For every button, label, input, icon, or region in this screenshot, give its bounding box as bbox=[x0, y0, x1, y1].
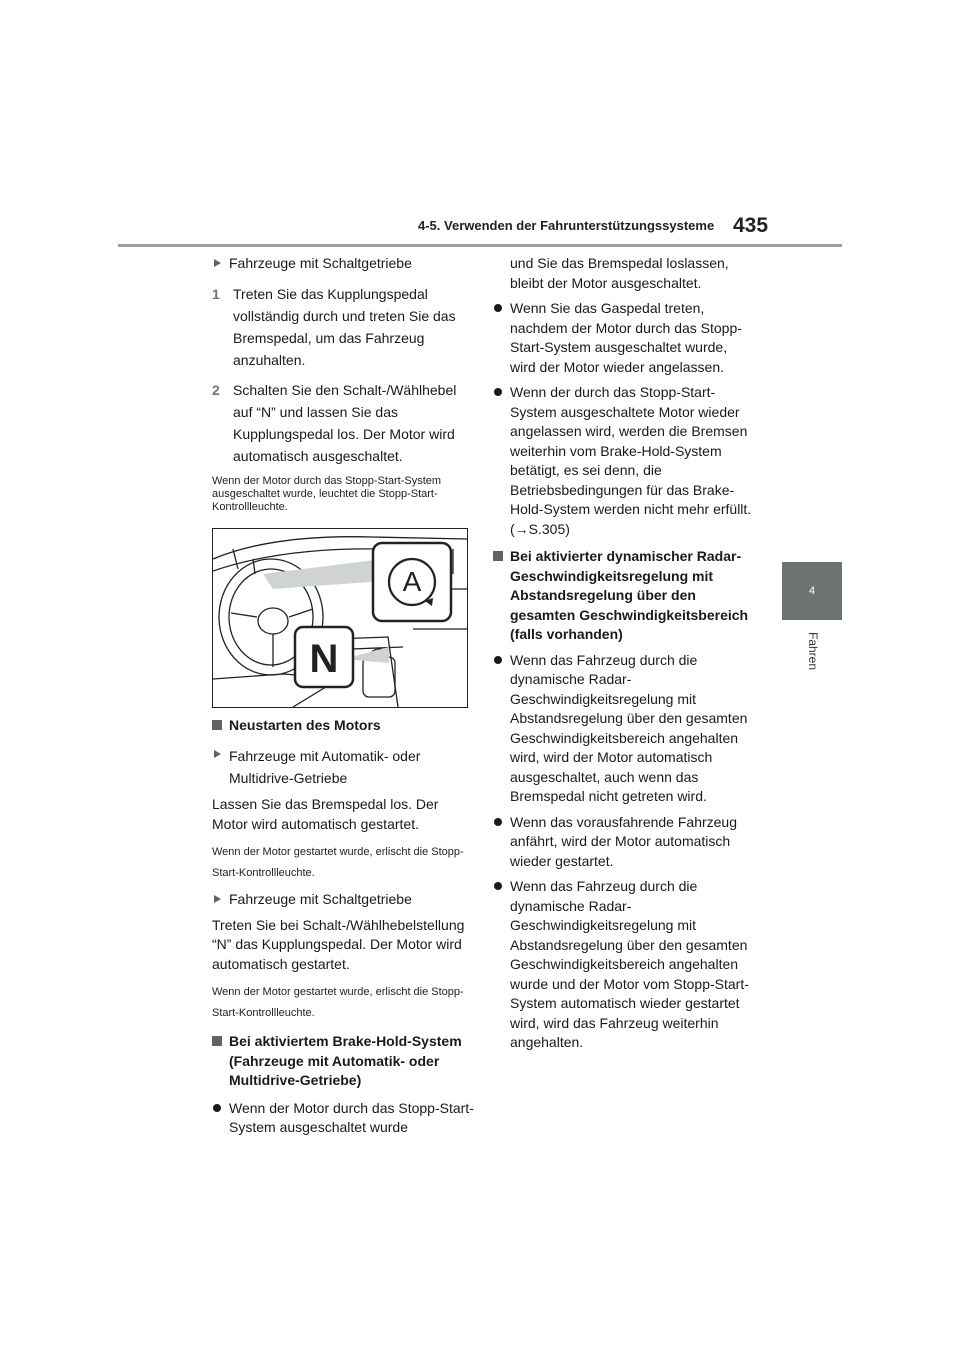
brakehold-bullet-1: Wenn der Motor durch das Stopp-Start-System ausgeschaltet wurde bbox=[212, 1099, 474, 1138]
brakehold-bullet-2: Wenn Sie das Gaspedal treten, nachdem der Motor durch das Stopp-Start-System ausgeschaltet wurde, wird der Motor wieder angelassen. bbox=[493, 299, 755, 377]
brakehold-bullet-1-continued: und Sie das Bremspedal loslassen, bleibt der Motor ausgeschaltet. bbox=[510, 255, 729, 291]
note-restart-auto: Wenn der Motor gestartet wurde, erlischt die Stopp-Start-Kontrollleuchte. bbox=[212, 846, 464, 879]
step-1 bbox=[212, 283, 474, 371]
step-2-text: Schalten Sie den Schalt-/Wählhebel auf “N” und lassen Sie das Kupplungspedal los. Der Motor wird automatisch ausgeschaltet. bbox=[233, 381, 457, 464]
chapter-label-box bbox=[782, 632, 842, 682]
radar-bullet-2: Wenn das vorausfahrende Fahrzeug anfährt, wird der Motor automatisch wieder gestartet. bbox=[493, 813, 755, 872]
note-restart-manual: Wenn der Motor gestartet wurde, erlischt die Stopp-Start-Kontrollleuchte. bbox=[212, 986, 464, 1019]
brakehold-heading: Bei aktiviertem Brake-Hold-System (Fahrzeuge mit Automatik- oder Multidrive-Getriebe) bbox=[212, 1032, 474, 1091]
radar-bullet-1: Wenn das Fahrzeug durch die dynamische Radar-Geschwindigkeitsregelung mit Abstandsregelung über den gesamten Geschwindigkeitsbereich angehalten wird, wird der Motor automatisch ausgeschaltet, auch wenn das Bremspedal nicht getreten wird. bbox=[493, 651, 755, 807]
dashboard-illustration bbox=[212, 528, 468, 708]
restart-heading: Neustarten des Motors bbox=[212, 716, 474, 736]
step-1-number: 1 bbox=[212, 285, 220, 302]
note-stopp-start-off: Wenn der Motor durch das Stopp-Start-System ausgeschaltet wurde, leuchtet die Stopp-Start-Kontrollleuchte. bbox=[212, 474, 442, 513]
right-column bbox=[493, 254, 755, 1053]
gear-letter: N bbox=[309, 636, 339, 681]
indicator-letter: A bbox=[402, 565, 422, 597]
step-2 bbox=[212, 379, 474, 467]
header-rule bbox=[118, 244, 842, 247]
radar-heading: Bei aktivierter dynamischer Radar-Geschwindigkeitsregelung mit Abstandsregelung über den gesamten Geschwindigkeitsbereich (falls vorhanden) bbox=[493, 547, 755, 645]
radar-bullet-3: Wenn das Fahrzeug durch die dynamische Radar-Geschwindigkeitsregelung mit Abstandsregelung über den gesamten Geschwindigkeitsbereich angehalten wurde und der Motor vom Stopp-Start-System automatisch wieder gestartet wird, wird das Fahrzeug weiterhin angehalten. bbox=[493, 877, 755, 1053]
page-number: 435 bbox=[733, 214, 769, 237]
step-2-number: 2 bbox=[212, 381, 220, 398]
manual2-heading: Fahrzeuge mit Schaltgetriebe bbox=[212, 890, 474, 910]
manual-heading: Fahrzeuge mit Schaltgetriebe bbox=[212, 254, 474, 274]
manual2-text: Treten Sie bei Schalt-/Wählhebelstellung “N” das Kupplungspedal. Der Motor wird automatisch gestartet. bbox=[212, 916, 465, 972]
left-column bbox=[212, 254, 474, 1138]
dashboard-drawing bbox=[213, 529, 467, 707]
chapter-tab[interactable] bbox=[782, 562, 842, 620]
chapter-number: 4 bbox=[808, 585, 816, 597]
chapter-label: Fahren bbox=[806, 632, 820, 671]
step-1-text: Treten Sie das Kupplungspedal vollständig durch und treten Sie das Bremspedal, um das Fahrzeug anzuhalten. bbox=[233, 285, 456, 368]
section-title: 4-5. Verwenden der Fahrunterstützungssysteme bbox=[418, 218, 715, 233]
auto-heading: Fahrzeuge mit Automatik- oder Multidrive-Getriebe bbox=[212, 745, 474, 789]
brakehold-bullet-3: Wenn der durch das Stopp-Start-System ausgeschaltete Motor wieder angelassen wird, werden die Bremsen weiterhin vom Brake-Hold-System betätigt, es sei denn, die Betriebsbedingungen für das Brake-Hold-System werden nicht mehr erfüllt. (→S.305) bbox=[493, 383, 755, 539]
auto-text: Lassen Sie das Bremspedal los. Der Motor wird automatisch gestartet. bbox=[212, 796, 439, 832]
